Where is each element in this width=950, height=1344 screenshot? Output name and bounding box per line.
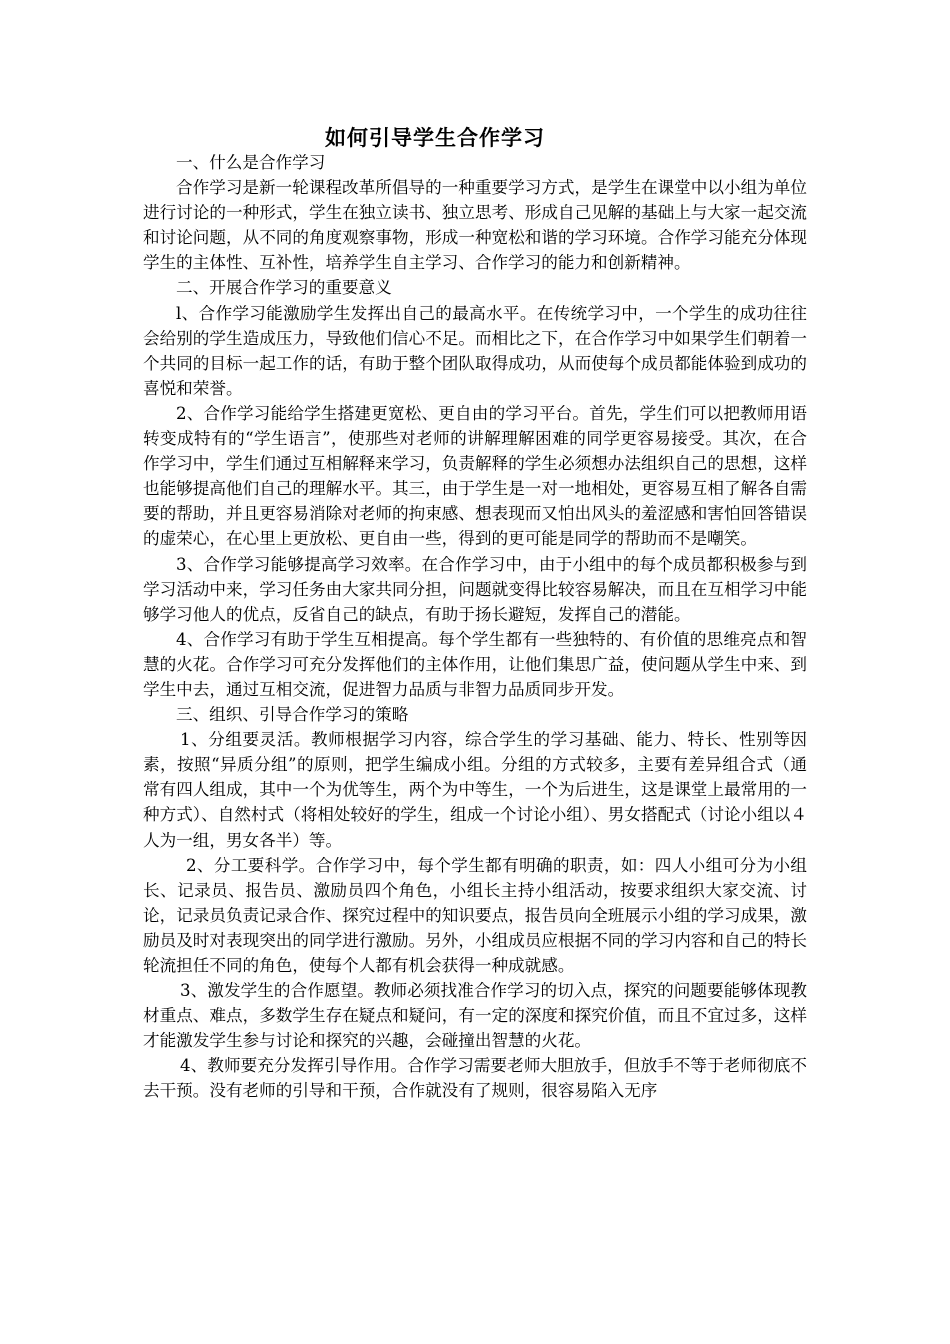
paragraph: 3、激发学生的合作愿望。教师必须找准合作学习的切入点，探究的问题要能够体现教材重点、难点，多数学生存在疑点和疑问，有一定的深度和探究价值，而且不宜过多，这样才能激发学生参与讨论和探究的兴趣，会碰撞出智慧的火花。	[143, 981, 807, 1051]
paragraph: 2、分工要科学。合作学习中，每个学生都有明确的职责，如：四人小组可分为小组长、记录员、报告员、激励员四个角色，小组长主持小组活动，按要求组织大家交流、讨论，记录员负责记录合作、探究过程中的知识要点，报告员向全班展示小组的学习成果，激励员及时对表现突出的同学进行激励。另外，小组成员应根据不同的学习内容和自己的特长轮流担任不同的角色，使每个人都有机会获得一种成就感。	[143, 855, 807, 975]
paragraph: l、合作学习能激励学生发挥出自己的最高水平。在传统学习中，一个学生的成功往往会给别的学生造成压力，导致他们信心不足。而相比之下，在合作学习中如果学生们朝着一个共同的目标一起工作的话，有助于整个团队取得成功，从而使每个成员都能体验到成功的喜悦和荣誉。	[143, 303, 807, 398]
paragraph: 1、分组要灵活。教师根据学习内容，综合学生的学习基础、能力、特长、性别等因素，按照“异质分组”的原则，把学生编成小组。分组的方式较多，主要有差异组合式（通常有四人组成，其中一个为优等生，两个为中等生，一个为后进生，这是课堂上最常用的一种方式）、自然村式（将相处较好的学生，组成一个讨论小组）、男女搭配式（讨论小组以４人为一组，男女各半）等。	[143, 730, 807, 850]
section-heading: 二、开展合作学习的重要意义	[176, 278, 392, 298]
document-body	[143, 150, 807, 1104]
section-heading: 一、什么是合作学习	[176, 153, 326, 172]
section-heading: 三、组织、引导合作学习的策略	[176, 705, 409, 725]
document-title: 如何引导学生合作学习	[325, 125, 545, 150]
paragraph: 合作学习是新一轮课程改革所倡导的一种重要学习方式，是学生在课堂中以小组为单位进行讨论的一种形式，学生在独立读书、独立思考、形成自己见解的基础上与大家一起交流和讨论问题，从不同的角度观察事物，形成一种宽松和谐的学习环境。合作学习能充分体现学生的主体性、互补性，培养学生自主学习、合作学习的能力和创新精神。	[143, 178, 807, 273]
paragraph: 2、合作学习能给学生搭建更宽松、更自由的学习平台。首先，学生们可以把教师用语转变成特有的“学生语言”，使那些对老师的讲解理解困难的同学更容易接受。其次，在合作学习中，学生们通过互相解释来学习，负责解释的学生必须想办法组织自己的思想，这样也能够提高他们自己的理解水平。其三，由于学生是一对一地相处，更容易互相了解各自需要的帮助，并且更容易消除对老师的拘束感、想表现而又怕出风头的羞涩感和害怕回答错误的虚荣心，在心里上更放松、更自由一些，得到的更可能是同学的帮助而不是嘲笑。	[143, 403, 807, 549]
paragraph: 4、合作学习有助于学生互相提高。每个学生都有一些独特的、有价值的思维亮点和智慧的火花。合作学习可充分发挥他们的主体作用，让他们集思广益，使问题从学生中来、到学生中去，通过互相交流，促进智力品质与非智力品质同步开发。	[143, 629, 807, 699]
paragraph: 4、教师要充分发挥引导作用。合作学习需要老师大胆放手，但放手不等于老师彻底不去干预。没有老师的引导和干预，合作就没有了规则，很容易陷入无序	[143, 1056, 807, 1101]
paragraph: 3、合作学习能够提高学习效率。在合作学习中，由于小组中的每个成员都积极参与到学习活动中来，学习任务由大家共同分担，问题就变得比较容易解决，而且在互相学习中能够学习他人的优点，反省自己的缺点，有助于扬长避短，发挥自己的潜能。	[143, 554, 807, 624]
